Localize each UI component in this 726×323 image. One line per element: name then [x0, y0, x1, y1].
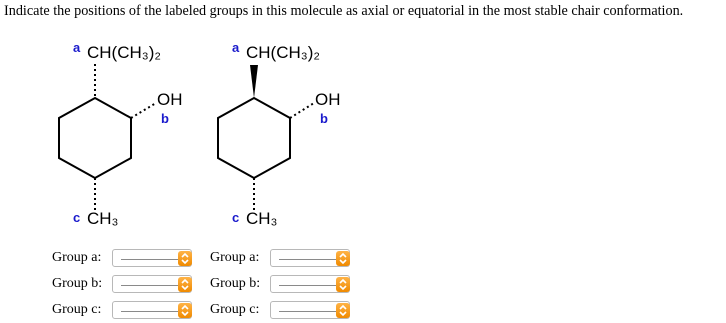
- group-c-label: Group c:: [210, 302, 260, 317]
- molecule-1: [59, 40, 183, 228]
- select-value: [121, 259, 183, 260]
- group-c-select[interactable]: [112, 301, 192, 319]
- molecule-1-bond-b: [131, 103, 156, 118]
- molecule-1-top-group: CH(CH₃)₂: [87, 43, 161, 62]
- molecule-2-bond-b: [290, 103, 314, 118]
- group-a-label: Group a:: [210, 250, 260, 265]
- molecule-1-ring: [59, 98, 131, 178]
- question-text: Indicate the positions of the labeled groups in this molecule as axial or equatorial in the most stable chair conformation.: [4, 3, 684, 19]
- select-value: [279, 285, 341, 286]
- molecule-2-label-b: b: [320, 111, 328, 126]
- group-b-label: Group b:: [52, 276, 103, 291]
- updown-arrow-icon[interactable]: [178, 303, 192, 318]
- select-value: [121, 311, 183, 312]
- group-a-select[interactable]: [112, 249, 192, 267]
- molecule-2: [218, 40, 341, 228]
- answer-row-2-b: [210, 274, 350, 294]
- molecule-1-label-b: b: [161, 111, 169, 126]
- molecule-1-label-a: a: [73, 40, 81, 55]
- answer-row-2-c: [210, 300, 350, 320]
- molecule-2-bond-a: [250, 65, 258, 98]
- molecule-1-label-c: c: [73, 210, 81, 225]
- updown-arrow-icon[interactable]: [178, 251, 192, 266]
- select-value: [279, 259, 341, 260]
- molecule-2-bottom-group: CH₃: [246, 209, 278, 228]
- group-c-select[interactable]: [270, 301, 350, 319]
- molecule-2-top-group: CH(CH₃)₂: [246, 43, 320, 62]
- group-c-label: Group c:: [52, 302, 102, 317]
- answer-row-1-a: [52, 248, 192, 268]
- answer-row-1-b: [52, 274, 192, 294]
- updown-arrow-icon[interactable]: [336, 251, 350, 266]
- select-value: [279, 311, 341, 312]
- updown-arrow-icon[interactable]: [336, 303, 350, 318]
- answer-row-1-c: [52, 300, 192, 320]
- molecule-2-oh-group: OH: [315, 90, 341, 109]
- molecule-1-oh-group: OH: [157, 90, 183, 109]
- updown-arrow-icon[interactable]: [336, 277, 350, 292]
- molecule-2-label-c: c: [232, 210, 240, 225]
- group-a-select[interactable]: [270, 249, 350, 267]
- molecule-2-label-a: a: [232, 40, 240, 55]
- select-value: [121, 285, 183, 286]
- molecule-2-ring: [218, 98, 290, 178]
- molecule-1-bottom-group: CH₃: [87, 209, 119, 228]
- updown-arrow-icon[interactable]: [178, 277, 192, 292]
- group-b-label: Group b:: [210, 276, 261, 291]
- group-a-label: Group a:: [52, 250, 102, 265]
- group-b-select[interactable]: [270, 275, 350, 293]
- group-b-select[interactable]: [112, 275, 192, 293]
- answer-row-2-a: [210, 248, 350, 268]
